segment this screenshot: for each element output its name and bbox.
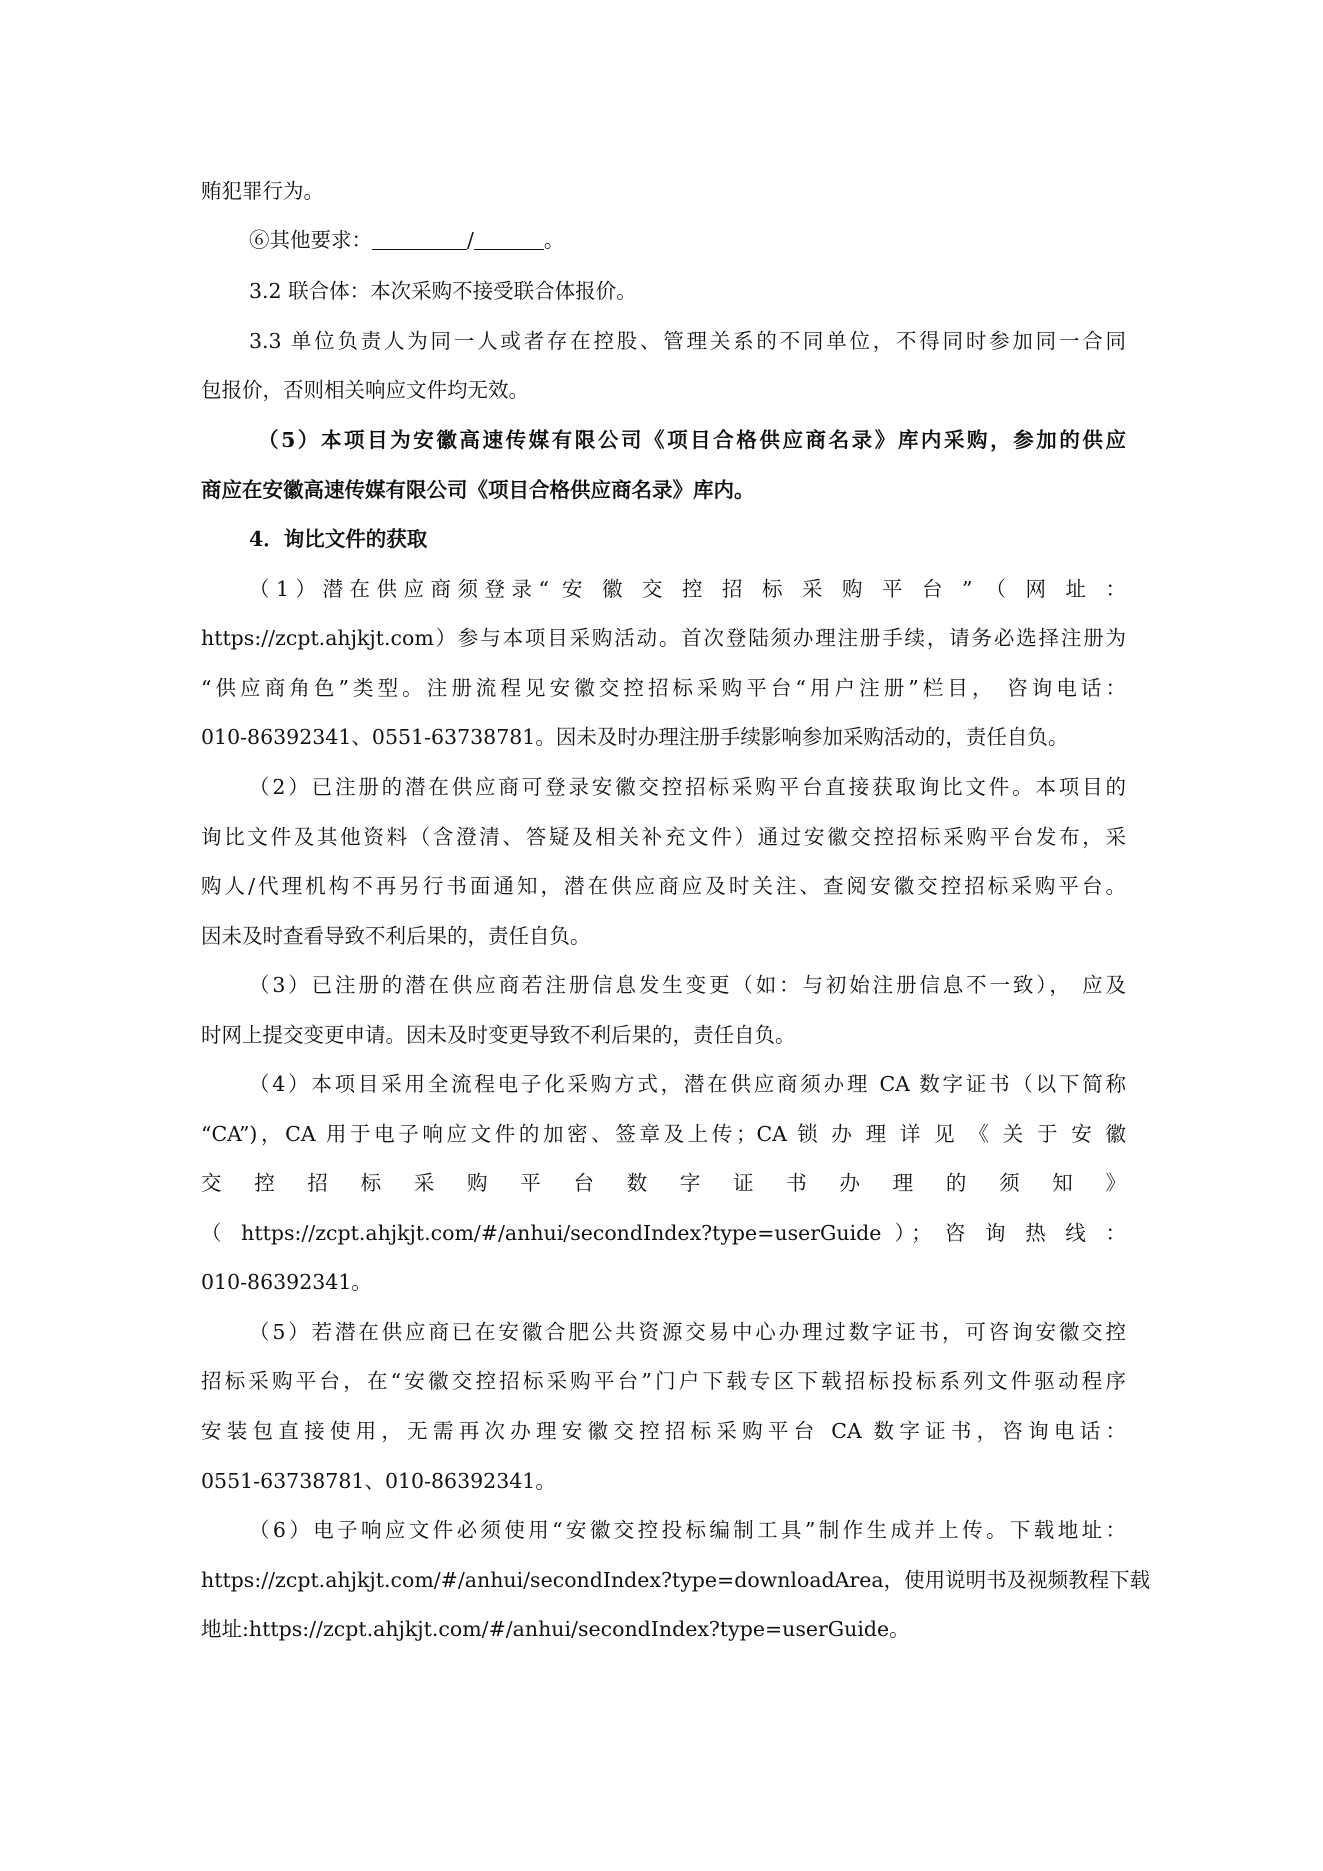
text-line: （4）本项目采用全流程电子化采购方式，潜在供应商须办理 CA 数字证书（以下简称: [249, 1072, 1126, 1096]
blank-underline: [372, 227, 467, 250]
text-line: 010-86392341。: [201, 1270, 372, 1294]
text-line: （3）已注册的潜在供应商若注册信息发生变更（如：与初始注册信息不一致）， 应及: [249, 973, 1126, 997]
text-line: 贿犯罪行为。: [201, 179, 324, 203]
text-line: 时网上提交变更申请。因未及时变更导致不利后果的，责任自负。: [201, 1023, 796, 1047]
text-line: （ https://zcpt.ahjkjt.com/#/anhui/secondIndex?type=userGuide ）； 咨 询 热 线 ：: [201, 1221, 1126, 1245]
text-line: “供应商角色”类型。注册流程见安徽交控招标采购平台“用户注册”栏目， 咨询电话：: [201, 676, 1126, 700]
bold-text-line: （5）本项目为安徽高速传媒有限公司《项目合格供应商名录》库内采购，参加的供应: [258, 428, 1126, 452]
text-line: 3.2 联合体：本次采购不接受联合体报价。: [249, 279, 637, 303]
text-line: （6）电子响应文件必须使用“安徽交控投标编制工具”制作生成并上传。下载地址：: [249, 1518, 1126, 1542]
text-line: 3.3 单位负责人为同一人或者存在控股、管理关系的不同单位，不得同时参加同一合同: [249, 329, 1126, 353]
text-line: （1）潜在供应商须登录“ 安 徽 交 控 招 标 采 购 平 台 ” （ 网 址 ：: [249, 577, 1126, 601]
text-line: 购人/代理机构不再另行书面通知，潜在供应商应及时关注、查阅安徽交控招标采购平台。: [201, 874, 1126, 898]
text-line: 0551-63738781、010-86392341。: [201, 1469, 556, 1493]
text-line: 安装包直接使用，无需再次办理安徽交控招标采购平台 CA 数字证书，咨询电话：: [201, 1419, 1126, 1443]
text-line: 因未及时查看导致不利后果的，责任自负。: [201, 924, 591, 948]
text-line: 地址:https://zcpt.ahjkjt.com/#/anhui/secondIndex?type=userGuide。: [201, 1617, 910, 1641]
other-requirements-label: ⑥其他要求：: [249, 228, 372, 252]
text-line: 招标采购平台，在“安徽交控招标采购平台”门户下载专区下载招标投标系列文件驱动程序: [201, 1369, 1126, 1393]
text-line: https://zcpt.ahjkjt.com/#/anhui/secondIndex?type=downloadArea，使用说明书及视频教程下载: [201, 1568, 1151, 1592]
line-end-punctuation: 。: [543, 228, 565, 252]
text-line: “CA”)，CA 用于电子响应文件的加密、签章及上传；CA 锁 办 理 详 见 《 关 于 安 徽: [201, 1122, 1126, 1146]
section-heading: 4．询比文件的获取: [249, 527, 428, 551]
text-line: （5）若潜在供应商已在安徽合肥公共资源交易中心办理过数字证书，可咨询安徽交控: [249, 1320, 1126, 1344]
text-line: 010-86392341、0551-63738781。因未及时办理注册手续影响参加采购活动的，责任自负。: [201, 725, 1069, 749]
blank-underline: [474, 227, 544, 250]
text-line: https://zcpt.ahjkjt.com）参与本项目采购活动。首次登陆须办理注册手续，请务必选择注册为: [201, 626, 1126, 650]
text-line: 包报价，否则相关响应文件均无效。: [201, 378, 529, 402]
other-requirements-line: [249, 225, 1126, 255]
text-line: 询比文件及其他资料（含澄清、答疑及相关补充文件）通过安徽交控招标采购平台发布，采: [201, 825, 1126, 849]
bold-text-line: 商应在安徽高速传媒有限公司《项目合格供应商名录》库内。: [201, 478, 755, 502]
slash-separator: /: [467, 228, 474, 252]
text-line: 交 控 招 标 采 购 平 台 数 字 证 书 办 理 的 须 知 》: [201, 1171, 1126, 1195]
text-line: （2）已注册的潜在供应商可登录安徽交控招标采购平台直接获取询比文件。本项目的: [249, 775, 1126, 799]
